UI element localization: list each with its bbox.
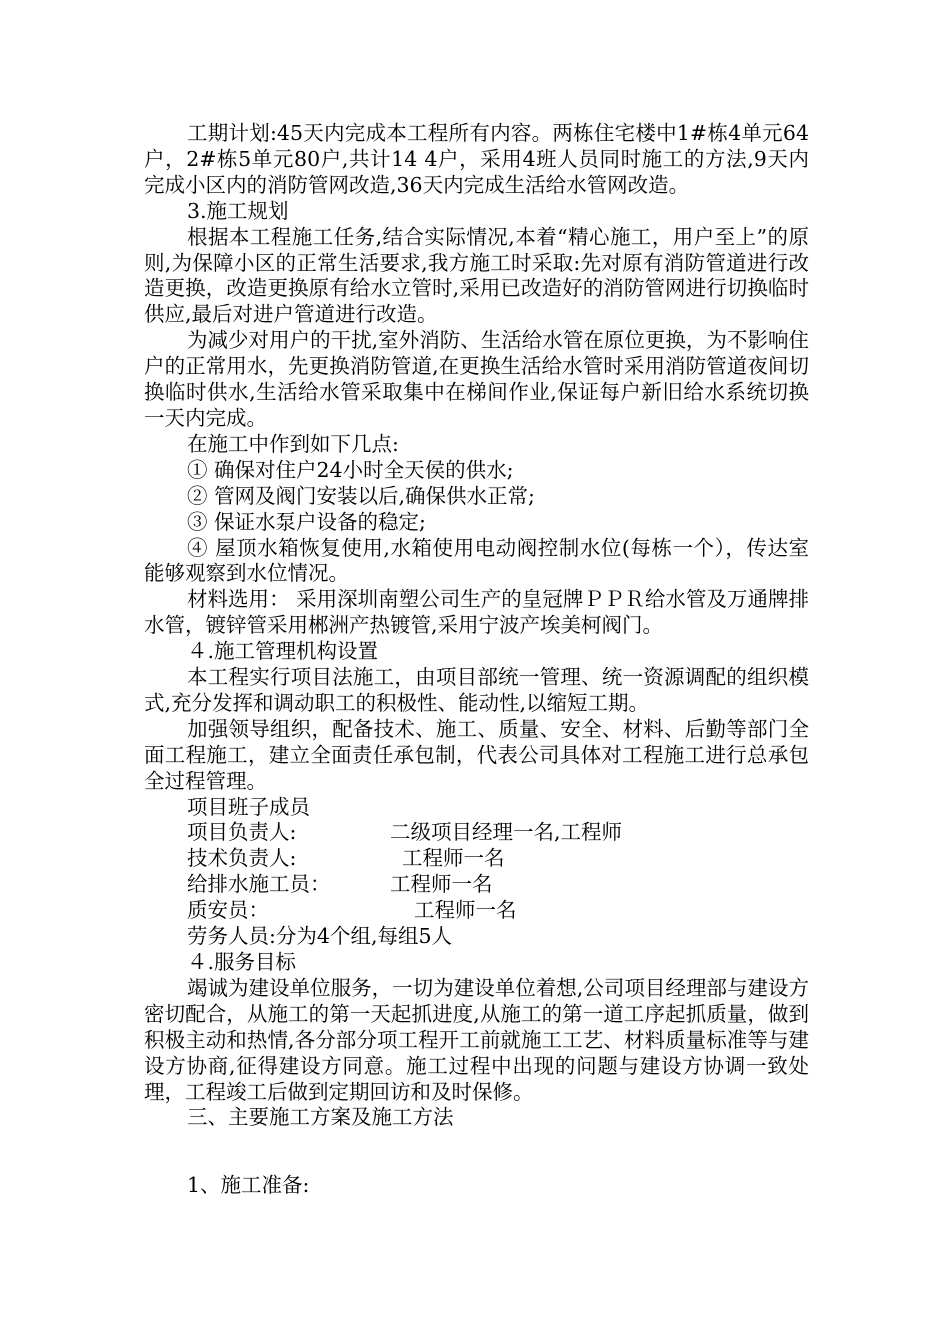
member-role: 项目负责人: [187, 820, 297, 845]
member-row-safety [144, 898, 809, 924]
points-intro: 在施工中作到如下几点: [187, 431, 399, 456]
member-row-plumbing [144, 872, 809, 898]
member-desc: 工程师一名 [390, 872, 493, 897]
member-desc: 二级项目经理一名,工程师 [390, 820, 623, 845]
member-row-tech-lead [144, 846, 809, 872]
planning-paragraph: 根据本工程施工任务,结合实际情况,本着“精心施工，用户至上”的原则,为保障小区的正常生活要求,我方施工时采取:先对原有消防管道进行改造更换，改造更换原有给水立管时,采用已改造好的消防管网进行切换临时供应,最后对进户管道进行改造。 [144, 224, 809, 327]
member-row-project-lead [144, 820, 809, 846]
document-body [144, 121, 809, 1199]
member-role: 给排水施工员： [187, 872, 331, 897]
organization-heading: ４.施工管理机构设置 [187, 639, 379, 664]
interference-paragraph: 为减少对用户的干扰,室外消防、生活给水管在原位更换，为不影响住户的正常用水，先更换消防管道,在更换生活给水管时采用消防管道夜间切换临时供水,生活给水管采取集中在梯间作业,保证每户新旧给水系统切换一天内完成。 [144, 328, 809, 430]
blank-line [144, 1131, 809, 1157]
team-heading: 项目班子成员 [187, 794, 310, 819]
service-heading: ４.服务目标 [187, 950, 297, 974]
labor-line: 劳务人员:分为4个组,每组5人 [187, 924, 453, 949]
planning-heading: 3.施工规划 [187, 198, 289, 223]
member-desc: 工程师一名 [414, 898, 517, 923]
point-item-4: ④ 屋顶水箱恢复使用,水箱使用电动阀控制水位(每栋一个），传达室能够观察到水位情况。 [144, 535, 809, 586]
member-desc: 工程师一名 [402, 846, 505, 871]
section-three-heading: 三、主要施工方案及施工方法 [187, 1105, 454, 1130]
organization-paragraph: 本工程实行项目法施工，由项目部统一管理、统一资源调配的组织模式,充分发挥和调动职工的积极性、能动性,以缩短工期。 [144, 665, 809, 715]
point-item-1: ① 确保对住户24小时全天侯的供水; [187, 457, 514, 482]
schedule-paragraph: 工期计划:45天内完成本工程所有内容。两栋住宅楼中1#栋4单元64户，2#栋5单元80户,共计14 4户，采用4班人员同时施工的方法,9天内完成小区内的消防管网改造,36天内完成生活给水管网改造。 [144, 121, 809, 197]
point-item-3: ③ 保证水泵户设备的稳定; [187, 509, 426, 534]
leadership-paragraph: 加强领导组织，配备技术、施工、质量、安全、材料、后勤等部门全面工程施工，建立全面责任承包制，代表公司具体对工程施工进行总承包全过程管理。 [144, 716, 809, 793]
member-role: 质安员： [187, 898, 269, 923]
service-paragraph: 竭诚为建设单位服务，一切为建设单位着想,公司项目经理部与建设方密切配合，从施工的第一天起抓进度,从施工的第一道工序起抓质量，做到积极主动和热情,各分部分项工程开工前就施工工艺、材料质量标准等与建设方协商,征得建设方同意。施工过程中出现的问题与建设方协调一致处理，工程竣工后做到定期回访和及时保修。 [144, 975, 809, 1104]
materials-paragraph: 材料选用： 采用深圳南塑公司生产的皇冠牌ＰＰＲ给水管及万通牌排水管，镀锌管采用郴洲产热镀管,采用宁波产埃美柯阀门。 [144, 587, 809, 638]
point-item-2: ② 管网及阀门安装以后,确保供水正常; [187, 483, 535, 508]
blank-spacer [144, 1157, 809, 1173]
prep-heading: 1、施工准备: [187, 1173, 310, 1198]
member-role: 技术负责人: [187, 846, 297, 871]
